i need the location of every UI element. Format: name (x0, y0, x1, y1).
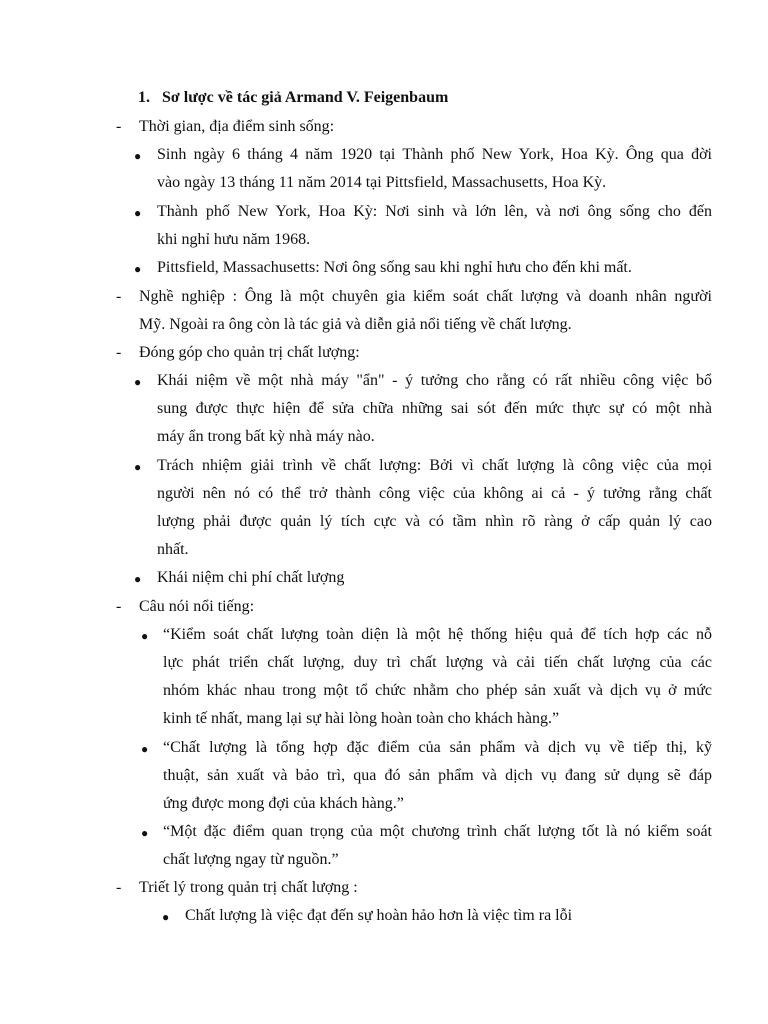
bullet-text: Sinh ngày 6 tháng 4 năm 1920 tại Thành phố New York, Hoa Kỳ. Ông qua đời (157, 146, 712, 163)
bullet-text: “Kiểm soát chất lượng toàn diện là một hệ thống hiệu quả để tích hợp các nỗ (163, 626, 712, 643)
dash-marker: - (116, 118, 122, 135)
bullet-text: khi nghỉ hưu năm 1968. (157, 231, 311, 248)
bullet-text: lực phát triển chất lượng, duy trì chất lượng và cải tiến chất lượng của các (163, 654, 712, 671)
dash-marker: - (116, 288, 122, 305)
bullet-text: Pittsfield, Massachusetts: Nơi ông sống sau khi nghỉ hưu cho đến khi mất. (157, 259, 632, 276)
bullet-text: Khái niệm chi phí chất lượng (157, 569, 345, 586)
bullet-marker: ● (134, 572, 142, 586)
bullet-text: vào ngày 13 tháng 11 năm 2014 tại Pittsfield, Massachusetts, Hoa Kỳ. (157, 174, 607, 191)
bullet-marker: ● (141, 826, 149, 840)
bullet-text: Trách nhiệm giải trình về chất lượng: Bởi vì chất lượng là công việc của mọi (157, 457, 712, 474)
bullet-text: “Chất lượng là tổng hợp đặc điểm của sản phẩm và dịch vụ về tiếp thị, kỹ (163, 739, 712, 756)
bullet-text: nhất. (157, 541, 189, 558)
bullet-marker: ● (134, 206, 142, 220)
bullet-text: “Một đặc điểm quan trọng của một chương trình chất lượng tốt là nó kiểm soát (163, 823, 712, 840)
bullet-text: kinh tế nhất, mang lại sự hài lòng hoàn toàn cho khách hàng.” (163, 710, 560, 727)
bullet-text: ứng được mong đợi của khách hàng.” (163, 795, 404, 812)
section-label: Câu nói nổi tiếng: (139, 598, 255, 615)
bullet-text: người nên nó có thể trở thành công việc của không ai cả - ý tưởng rằng chất (157, 485, 712, 502)
page-title: Sơ lược về tác giả Armand V. Feigenbaum (162, 89, 449, 106)
bullet-marker: ● (134, 149, 142, 163)
section-label: Đóng góp cho quản trị chất lượng: (139, 344, 360, 361)
bullet-text: Khái niệm về một nhà máy "ẩn" - ý tưởng cho rằng có rất nhiều công việc bổ (157, 372, 712, 389)
bullet-marker: ● (134, 375, 142, 389)
bullet-marker: ● (141, 629, 149, 643)
bullet-marker: ● (141, 742, 149, 756)
bullet-text: sung được thực hiện để sửa chữa những sai sót đến mức thực sự có một nhà (157, 400, 712, 417)
bullet-marker: ● (134, 262, 142, 276)
paragraph-text: Mỹ. Ngoài ra ông còn là tác giả và diễn giả nổi tiếng về chất lượng. (139, 316, 572, 333)
bullet-text: lượng phải được quản lý tích cực và có tầm nhìn rõ ràng ở cấp quản lý cao (157, 513, 712, 530)
dash-marker: - (116, 598, 122, 615)
bullet-marker: ● (162, 910, 170, 924)
bullet-text: chất lượng ngay từ nguồn.” (163, 851, 339, 868)
dash-marker: - (116, 344, 122, 361)
bullet-marker: ● (134, 460, 142, 474)
bullet-text: máy ẩn trong bất kỳ nhà máy nào. (157, 428, 375, 445)
bullet-text: thuật, sản xuất và bảo trì, qua đó sản phẩm và dịch vụ đang sử dụng sẽ đáp (163, 767, 712, 784)
paragraph-text: Nghề nghiệp : Ông là một chuyên gia kiểm soát chất lượng và doanh nhân người (139, 288, 712, 305)
bullet-text: Chất lượng là việc đạt đến sự hoàn hảo hơn là việc tìm ra lỗi (185, 907, 573, 924)
section-label: Triết lý trong quản trị chất lượng : (139, 879, 358, 896)
bullet-text: Thành phố New York, Hoa Kỳ: Nơi sinh và lớn lên, và nơi ông sống cho đến (157, 203, 712, 220)
heading-number: 1. (138, 89, 150, 106)
dash-marker: - (116, 879, 122, 896)
section-label: Thời gian, địa điểm sinh sống: (139, 118, 335, 135)
bullet-text: nhóm khác nhau trong một tổ chức nhằm cho phép sản xuất và dịch vụ ở mức (163, 682, 712, 699)
